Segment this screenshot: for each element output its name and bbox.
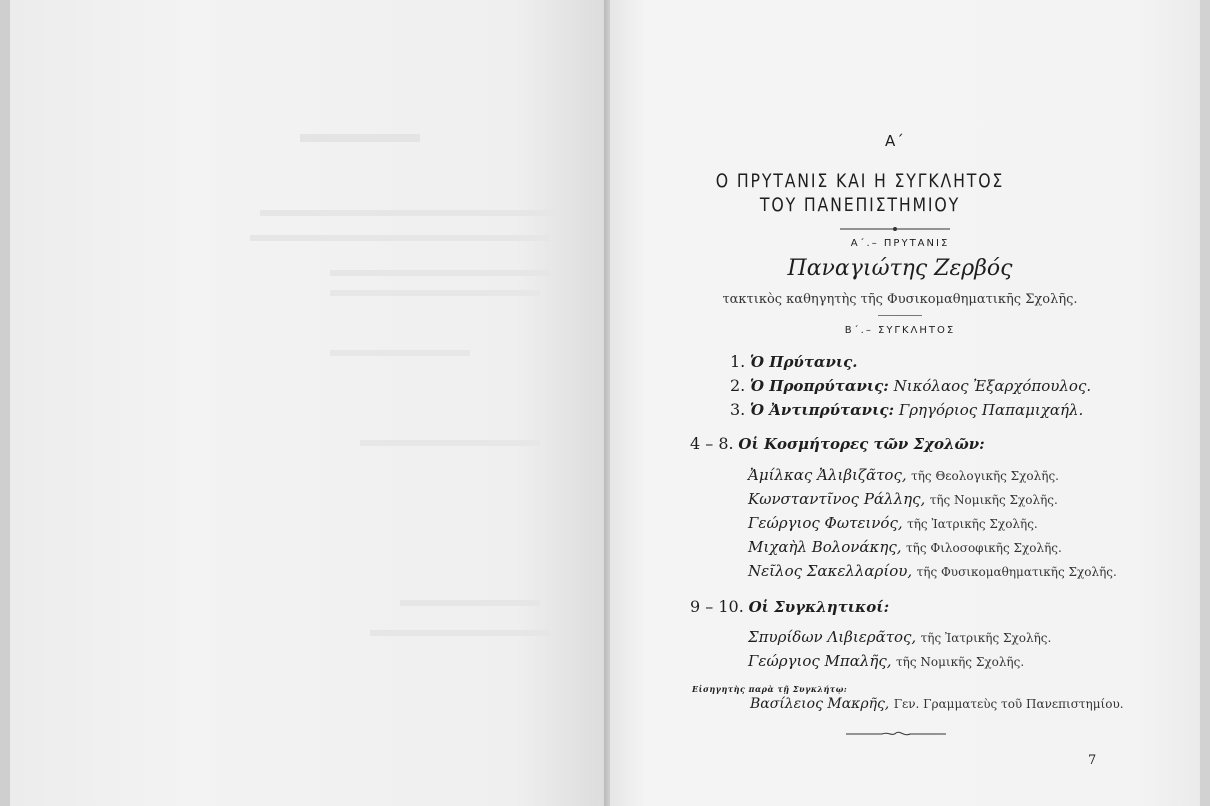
rapporteur-name: Βασίλειος Μακρῆς, (750, 696, 890, 712)
rapporteur-entry (750, 696, 1124, 712)
title-ornament (840, 224, 950, 234)
senator-name: Σπυρίδων Λιβιερᾶτος, (748, 628, 917, 646)
closing-ornament (846, 728, 946, 740)
senator-name: Γεώργιος Μπαλῆς, (748, 652, 892, 670)
member-number: 3. (730, 400, 746, 419)
dean-school: τῆς Φιλοσοφικῆς Σχολῆς. (906, 541, 1062, 555)
rapporteur-role: Γεν. Γραμματεὺς τοῦ Πανεπιστημίου. (893, 697, 1124, 711)
dean-school: τῆς Θεολογικῆς Σχολῆς. (911, 469, 1059, 483)
dean-school: τῆς Φυσικομαθηματικῆς Σχολῆς. (916, 565, 1117, 579)
dean-name: Νεῖλος Σακελλαρίου, (748, 562, 913, 580)
senate-member-3 (730, 400, 1083, 419)
dean-entry (748, 538, 1062, 556)
section-mark: Α΄ (885, 132, 905, 150)
dean-name: Ἀμίλκας Ἀλιβιζᾶτος, (748, 466, 907, 484)
rector-heading: Α΄.– ΠΡΥΤΑΝΙΣ (850, 238, 950, 249)
left-scan-edge (0, 0, 10, 806)
dean-name: Γεώργιος Φωτεινός, (748, 514, 903, 532)
senator-school: τῆς Ἰατρικῆς Σχολῆς. (920, 631, 1052, 645)
member-name: Γρηγόριος Παπαμιχαήλ. (898, 401, 1084, 419)
dean-entry (748, 562, 1117, 580)
dean-entry (748, 466, 1059, 484)
dean-school: τῆς Ἰατρικῆς Σχολῆς. (907, 517, 1038, 531)
rector-role: τακτικὸς καθηγητὴς τῆς Φυσικομαθηματικῆς Σχολῆς. (722, 292, 1078, 307)
page-title-line-1: Ο ΠΡΥΤΑΝΙΣ ΚΑΙ Η ΣΥΓΚΛΗΤΟΣ (715, 170, 1005, 192)
senator-entry (748, 628, 1051, 646)
deans-title: Οἱ Κοσμήτορες τῶν Σχολῶν: (738, 435, 985, 453)
dean-entry (748, 514, 1038, 532)
left-page-blank (8, 0, 606, 806)
page-number: 7 (1088, 753, 1097, 768)
member-name: Νικόλαος Ἐξαρχόπουλος. (893, 377, 1092, 395)
senator-entry (748, 652, 1024, 670)
senate-member-2 (730, 376, 1091, 395)
senators-heading (690, 597, 889, 616)
member-number: 1. (730, 352, 746, 371)
dean-name: Κωνσταντῖνος Ράλλης, (748, 490, 926, 508)
senator-school: τῆς Νομικῆς Σχολῆς. (896, 655, 1025, 669)
deans-number: 4 – 8. (690, 434, 734, 453)
senators-title: Οἱ Συγκλητικοί: (748, 598, 890, 616)
senate-member-1 (730, 352, 858, 371)
rapporteur-label: Εἰσηγητὴς παρὰ τῇ Συγκλήτῳ: (692, 684, 848, 694)
dean-name: Μιχαὴλ Βολονάκης, (748, 538, 902, 556)
rector-name: Παναγιώτης Ζερβός (787, 256, 1013, 281)
page-title-line-2: ΤΟΥ ΠΑΝΕΠΙΣΤΗΜΙΟΥ (759, 194, 961, 216)
divider-short (878, 315, 922, 316)
senate-heading: Β΄.– ΣΥΓΚΛΗΤΟΣ (844, 325, 956, 336)
member-number: 2. (730, 376, 746, 395)
member-title: Ὁ Προπρύτανις: (750, 377, 889, 395)
dean-entry (748, 490, 1058, 508)
dean-school: τῆς Νομικῆς Σχολῆς. (929, 493, 1058, 507)
senators-number: 9 – 10. (690, 597, 744, 616)
member-title: Ὁ Πρύτανις. (750, 353, 858, 371)
deans-heading (690, 434, 985, 453)
member-title: Ὁ Ἀντιπρύτανις: (750, 401, 895, 419)
right-scan-edge (1200, 0, 1210, 806)
